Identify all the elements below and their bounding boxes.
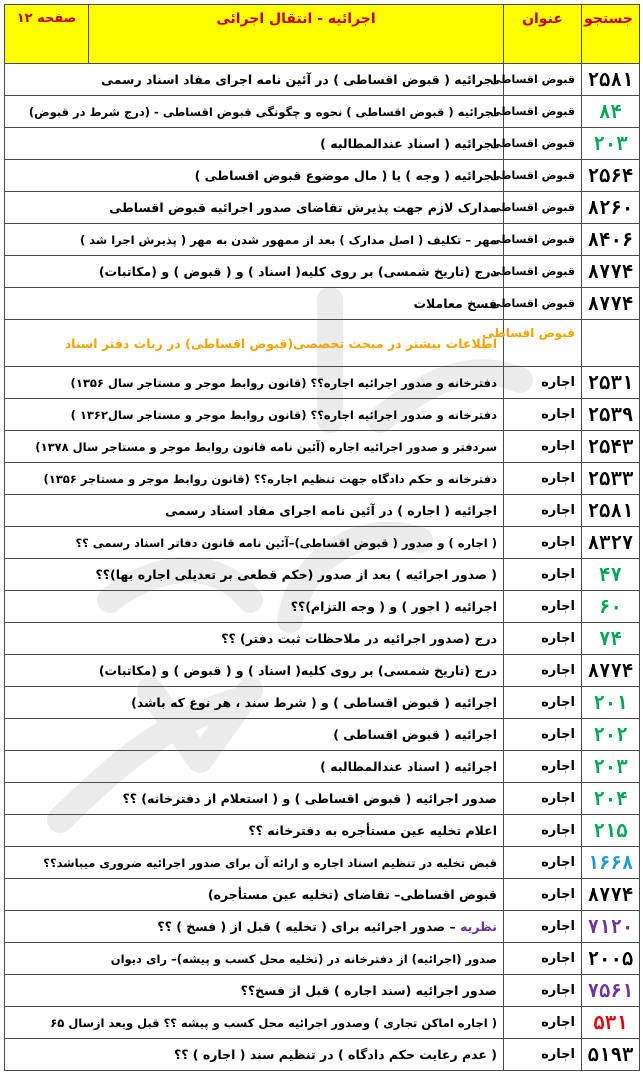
table-row [5, 847, 640, 879]
row-description: درج (صدور اجرائیه در ملاحظات ثبت دفتر) ؟؟ [5, 623, 504, 655]
table-row [5, 288, 640, 320]
row-title: اجاره [504, 1007, 582, 1039]
row-number[interactable]: ۸۴۰۶ [582, 224, 640, 256]
row-description: سردفتر و صدور اجرائیه اجاره (آئین نامه قانون روابط موجر و مستاجر سال ۱۳۷۸) [5, 431, 504, 463]
row-title: اجاره [504, 783, 582, 815]
row-description: ( اجاره اماکن تجاری ) وصدور اجرائیه محل کسب و پیشه ؟؟ قبل وبعد ازسال ۶۵ [5, 1007, 504, 1039]
table-row [5, 367, 640, 399]
row-number[interactable]: ۸۷۷۴ [582, 256, 640, 288]
row-title: قبوض اقساطی [504, 256, 582, 288]
row-description: اجرائیه ( اجاره ) در آئین نامه اجرای مفاد اسناد رسمی [5, 495, 504, 527]
table-row [5, 719, 640, 751]
row-number[interactable]: ۷۱۲۰ [582, 911, 640, 943]
table-row [5, 527, 640, 559]
row-title: قبوض اقساطی [504, 320, 582, 367]
row-number[interactable]: ۲۵۳۳ [582, 463, 640, 495]
row-title: اجاره [504, 1039, 582, 1071]
table-row [5, 623, 640, 655]
row-number[interactable]: ۲۱۵ [582, 815, 640, 847]
row-description: مهر – تکلیف ( اصل مدارک ) بعد از ممهور شدن به مهر ( پذیرش اجرا شد ) [5, 224, 504, 256]
row-number[interactable]: ۲۵۸۱ [582, 495, 640, 527]
row-description-prefix: نظریه [460, 919, 497, 934]
row-title: قبوض اقساطی [504, 192, 582, 224]
table-row [5, 256, 640, 288]
row-number[interactable]: ۸۳۲۷ [582, 527, 640, 559]
table-row [5, 559, 640, 591]
row-description: قبوض اقساطی– تقاضای (تخلیه عین مستأجره) [5, 879, 504, 911]
table-row [5, 879, 640, 911]
row-description: ( صدور اجرائیه ) بعد از صدور (حکم قطعی بر تعدیلی اجاره بها)؟؟ [5, 559, 504, 591]
row-title: قبوض اقساطی [504, 288, 582, 320]
row-description: اجرائیه ( قبوض اقساطی ) نحوه و چگونگی قبوض اقساطی - (درج شرط در قبوض) [5, 96, 504, 128]
table-row [5, 192, 640, 224]
row-description: اطلاعات بیشتر در مبحث تخصصی(قبوض اقساطی) در ربات دفتر اسناد [5, 320, 504, 367]
row-title: اجاره [504, 367, 582, 399]
row-title: اجاره [504, 527, 582, 559]
table-row [5, 96, 640, 128]
table-row [5, 1039, 640, 1071]
table-row [5, 687, 640, 719]
row-title: اجاره [504, 751, 582, 783]
row-description: قبض تخلیه در تنظیم اسناد اجاره و ارائه آن برای صدور اجرائیه ضروری میباشد؟؟ [5, 847, 504, 879]
row-number[interactable]: ۲۰۴ [582, 783, 640, 815]
table-row [5, 911, 640, 943]
row-description: دفترخانه و صدور اجرائیه اجاره؟؟ (قانون روابط موجر و مستاجر سال ۱۳۵۶) [5, 367, 504, 399]
row-number[interactable]: ۷۵۶۱ [582, 975, 640, 1007]
row-number[interactable]: ۶۰ [582, 591, 640, 623]
row-description: اعلام تخلیه عین مستأجره به دفترخانه ؟؟ [5, 815, 504, 847]
row-number[interactable]: ۲۰۳ [582, 128, 640, 160]
row-description: درج (تاریخ شمسی) بر روی کلیه( اسناد ) و ( قبوض ) و (مکاتبات) [5, 256, 504, 288]
table-row [5, 815, 640, 847]
row-description: صدور اجرائیه (سند اجاره ) قبل از فسخ؟؟ [5, 975, 504, 1007]
row-title: قبوض اقساطی [504, 160, 582, 192]
table-row [5, 591, 640, 623]
row-number[interactable]: ۲۵۸۱ [582, 64, 640, 96]
row-description: اجرائیه ( قبوض اقساطی ) [5, 719, 504, 751]
row-description: اجرائیه ( اسناد عندالمطالبه ) [5, 751, 504, 783]
row-title: اجاره [504, 687, 582, 719]
row-title: قبوض اقساطی [504, 224, 582, 256]
row-number[interactable]: ۲۰۰۵ [582, 943, 640, 975]
row-description: دفترخانه و صدور اجرائیه اجاره؟؟ (قانون روابط موجر و مستاجر سال۱۳۶۲ ) [5, 399, 504, 431]
row-title: اجاره [504, 559, 582, 591]
table-row [5, 224, 640, 256]
table-row [5, 64, 640, 96]
table-row [5, 655, 640, 687]
row-description: دفترخانه و حکم دادگاه جهت تنظیم اجاره؟؟ (قانون روابط موجر و مستاجر ۱۳۵۶) [5, 463, 504, 495]
row-title: اجاره [504, 431, 582, 463]
row-title: قبوض اقساطی [504, 64, 582, 96]
row-title: اجاره [504, 591, 582, 623]
row-description: مدارک لازم جهت پذیرش تقاضای صدور اجرائیه قبوض اقساطی [5, 192, 504, 224]
table-row [5, 431, 640, 463]
row-title: اجاره [504, 815, 582, 847]
table-row [5, 975, 640, 1007]
table-row [5, 783, 640, 815]
row-title: اجاره [504, 911, 582, 943]
header-search: جستجو [582, 5, 640, 64]
row-description: ( اجاره ) و صدور ( قبوض اقساطی)–آئین نامه قانون دفاتر اسناد رسمی ؟؟ [5, 527, 504, 559]
row-title: اجاره [504, 975, 582, 1007]
row-description: فسخ معاملات [5, 288, 504, 320]
row-title: قبوض اقساطی [504, 128, 582, 160]
row-description: صدور اجرائیه ( قبوض اقساطی ) و ( استعلام از دفترخانه) ؟؟ [5, 783, 504, 815]
row-description: ( عدم رعایت حکم دادگاه ) در تنظیم سند ( اجاره ) ؟؟ [5, 1039, 504, 1071]
table-row [5, 128, 640, 160]
row-number[interactable]: ۲۰۳ [582, 751, 640, 783]
table-row [5, 495, 640, 527]
table-row [5, 320, 640, 367]
row-number[interactable]: ۸۴ [582, 96, 640, 128]
header-row [5, 5, 640, 64]
row-number[interactable]: ۱۶۶۸ [582, 847, 640, 879]
row-number[interactable]: ۸۷۷۴ [582, 288, 640, 320]
row-description-text: – صدور اجرائیه برای ( تخلیه ) قبل از ( فسخ ) ؟؟ [157, 919, 461, 934]
row-title: اجاره [504, 623, 582, 655]
table-row [5, 943, 640, 975]
row-number[interactable] [582, 320, 640, 367]
row-description: اجرائیه ( وجه ) یا ( مال موضوع قبوض اقساطی ) [5, 160, 504, 192]
row-number[interactable]: ۲۵۶۴ [582, 160, 640, 192]
row-title: اجاره [504, 495, 582, 527]
row-description [5, 911, 504, 943]
header-subject: اجرائیه - انتقال اجرائی [89, 5, 504, 64]
index-table [4, 4, 640, 1071]
header-title: عنوان [504, 5, 582, 64]
row-title: اجاره [504, 463, 582, 495]
row-number[interactable]: ۸۷۷۴ [582, 655, 640, 687]
row-description: درج (تاریخ شمسی) بر روی کلیه( اسناد ) و ( قبوض ) و (مکاتبات) [5, 655, 504, 687]
row-number[interactable]: ۵۱۹۳ [582, 1039, 640, 1071]
table-row [5, 463, 640, 495]
row-description: صدور (اجرائیه) از دفترخانه در (تخلیه محل کسب و پیشه)– رای دیوان [5, 943, 504, 975]
row-number[interactable]: ۲۰۱ [582, 687, 640, 719]
table-row [5, 751, 640, 783]
row-title: قبوض اقساطی [504, 96, 582, 128]
row-title: اجاره [504, 655, 582, 687]
row-number[interactable]: ۵۳۱ [582, 1007, 640, 1039]
row-title: اجاره [504, 943, 582, 975]
table-row [5, 160, 640, 192]
row-number[interactable]: ۲۵۳۹ [582, 399, 640, 431]
row-number[interactable]: ۲۵۴۳ [582, 431, 640, 463]
row-description: اجرائیه ( قبوض اقساطی ) و ( شرط سند ، هر نوع که باشد) [5, 687, 504, 719]
header-page: صفحه ۱۲ [5, 5, 89, 64]
row-description: اجرائیه ( اجور ) و ( وجه التزام)؟؟ [5, 591, 504, 623]
row-number[interactable]: ۲۵۳۱ [582, 367, 640, 399]
row-description: اجرائیه ( قبوض اقساطی ) در آئین نامه اجرای مفاد اسناد رسمی [5, 64, 504, 96]
row-number[interactable]: ۷۴ [582, 623, 640, 655]
row-title: اجاره [504, 879, 582, 911]
row-number[interactable]: ۲۰۲ [582, 719, 640, 751]
row-number[interactable]: ۴۷ [582, 559, 640, 591]
row-title: اجاره [504, 847, 582, 879]
row-title: اجاره [504, 719, 582, 751]
row-number[interactable]: ۸۷۷۴ [582, 879, 640, 911]
table-row [5, 399, 640, 431]
row-title: اجاره [504, 399, 582, 431]
row-number[interactable]: ۸۲۶۰ [582, 192, 640, 224]
table-row [5, 1007, 640, 1039]
row-description: اجرائیه ( اسناد عندالمطالبه ) [5, 128, 504, 160]
